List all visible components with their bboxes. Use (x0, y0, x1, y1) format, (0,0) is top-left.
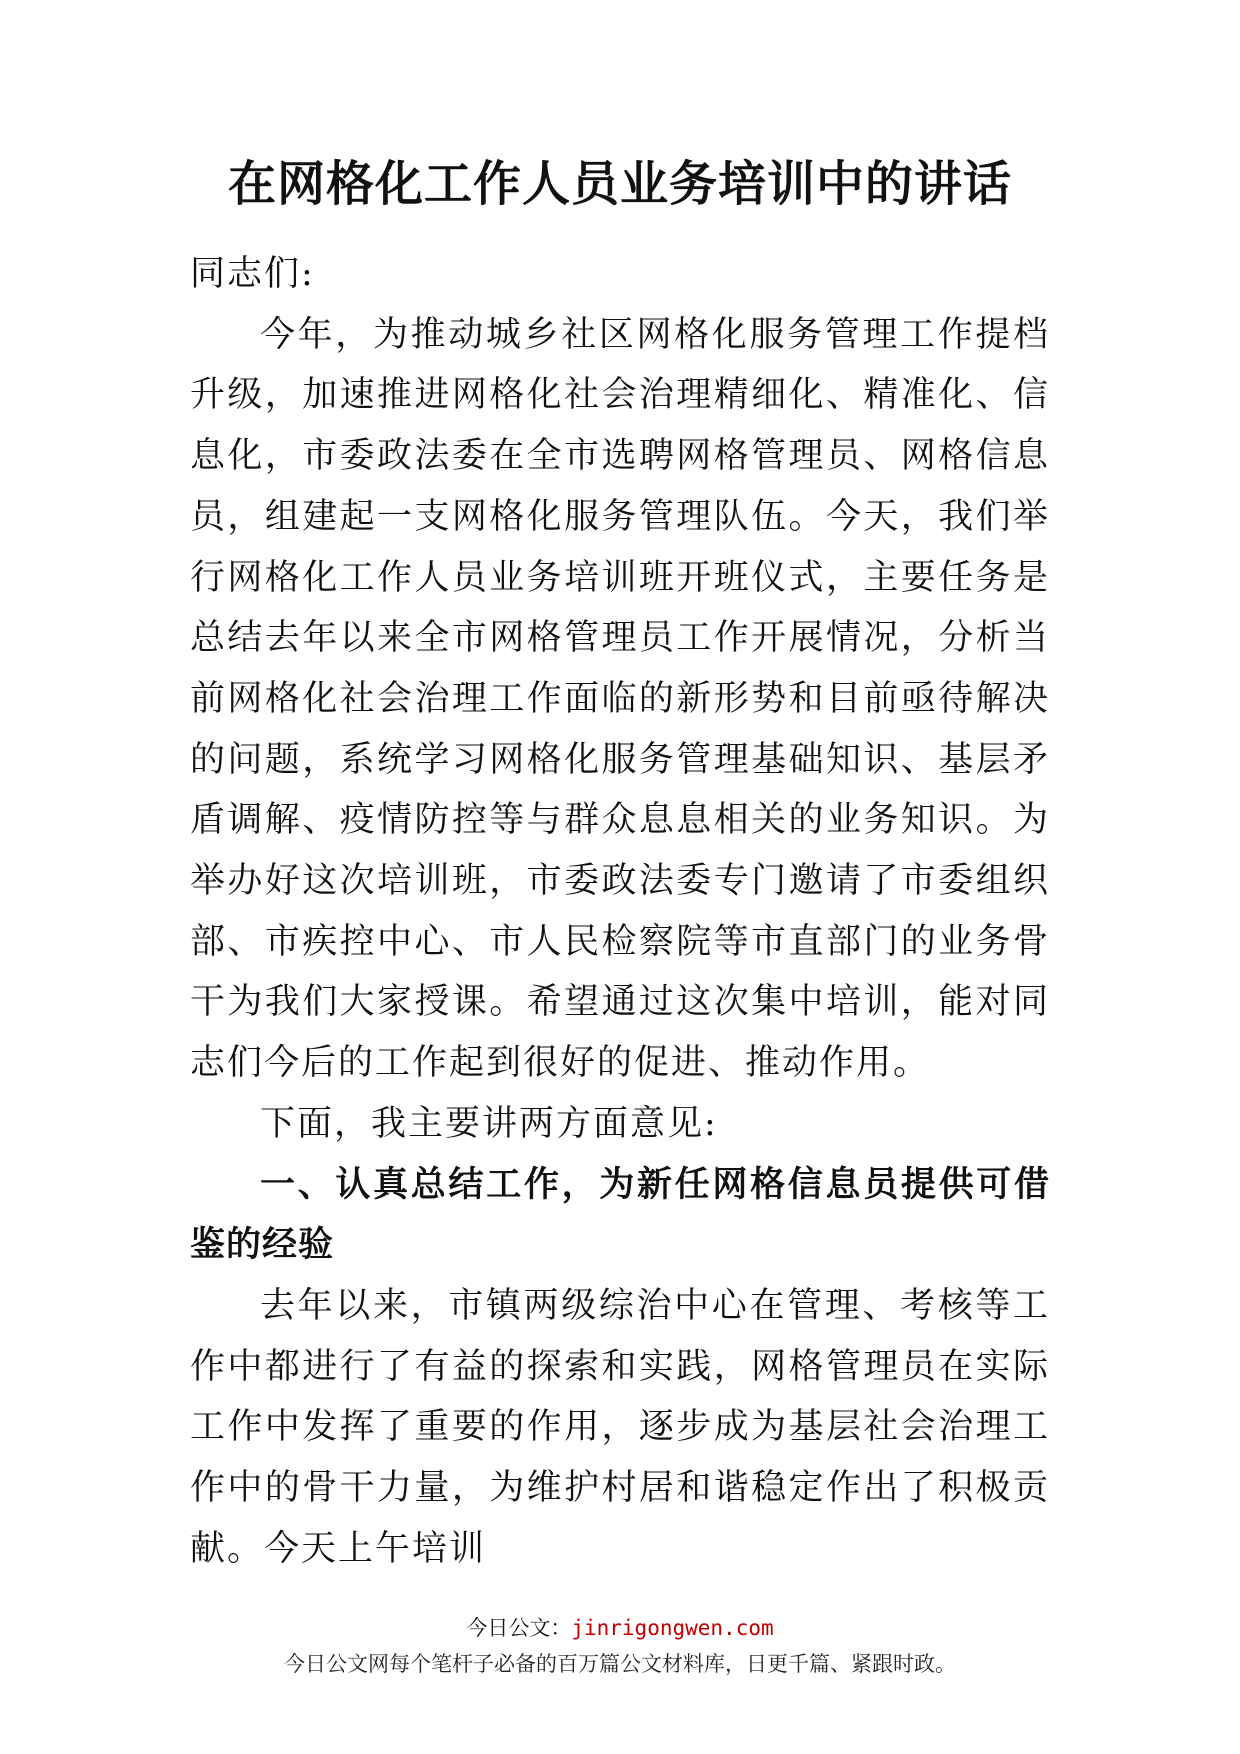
section-heading: 一、认真总结工作，为新任网格信息员提供可借鉴的经验 (190, 1164, 1050, 1266)
document-body (190, 244, 1050, 1579)
paragraph-section-one: 去年以来，市镇两级综治中心在管理、考核等工作中都进行了有益的探索和实践，网格管理员在实际工作中发挥了重要的作用，逐步成为基层社会治理工作中的骨干力量，为维护村居和谐稳定作出了积极贡献。今天上午培训 (190, 1285, 1050, 1569)
paragraph-outline: 下面，我主要讲两方面意见: (260, 1103, 718, 1144)
paragraph-intro: 今年，为推动城乡社区网格化服务管理工作提档升级，加速推进网格化社会治理精细化、精准化、信息化，市委政法委在全市选聘网格管理员、网格信息员，组建起一支网格化服务管理队伍。今天，我们举行网格化工作人员业务培训班开班仪式，主要任务是总结去年以来全市网格管理员工作开展情况，分析当前网格化社会治理工作面临的新形势和目前亟待解决的问题，系统学习网格化服务管理基础知识、基层矛盾调解、疫情防控等与群众息息相关的业务知识。为举办好这次培训班，市委政法委专门邀请了市委组织部、市疾控中心、市人民检察院等市直部门的业务骨干为我们大家授课。希望通过这次集中培训，能对同志们今后的工作起到很好的促进、推动作用。 (190, 314, 1050, 1084)
footer-slogan: 今日公文网每个笔杆子必备的百万篇公文材料库，日更千篇、紧跟时政。 (284, 1652, 956, 1676)
footer-site-label: 今日公文： (466, 1616, 572, 1640)
salutation: 同志们: (190, 254, 315, 294)
footer-site-url[interactable]: jinrigongwen.com (571, 1616, 774, 1640)
document-title: 在网格化工作人员业务培训中的讲话 (227, 156, 1012, 212)
footer-site (0, 1612, 1240, 1642)
